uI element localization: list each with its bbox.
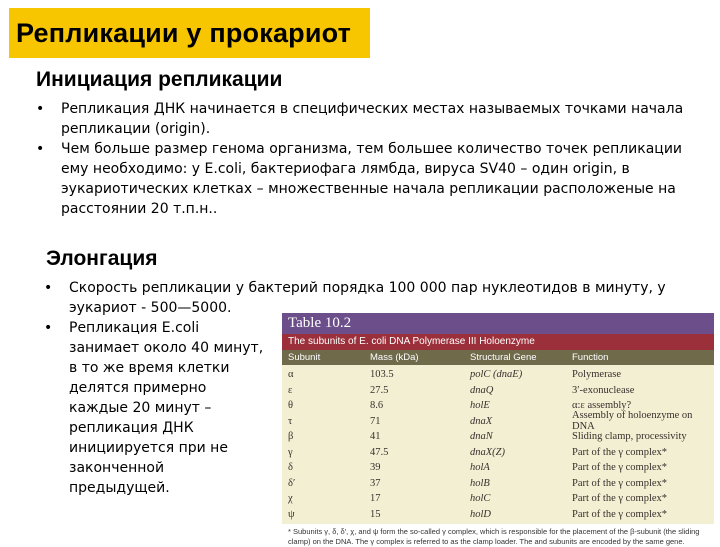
cell-subunit: γ xyxy=(288,446,293,458)
cell-gene: dnaX xyxy=(470,415,493,427)
cell-gene: dnaN xyxy=(470,431,493,443)
cell-subunit: δ xyxy=(288,462,293,474)
cell-mass: 41 xyxy=(370,431,381,443)
cell-mass: 15 xyxy=(370,508,381,520)
col-header-subunit: Subunit xyxy=(288,352,321,363)
cell-gene: dnaQ xyxy=(470,384,494,396)
cell-gene: holE xyxy=(470,400,490,412)
table-row xyxy=(282,367,714,383)
initiation-heading: Инициация репликации xyxy=(36,68,283,91)
table-number: Table 10.2 xyxy=(288,315,352,331)
table-row xyxy=(282,383,714,399)
table-row xyxy=(282,476,714,492)
table-row xyxy=(282,460,714,476)
list-item: • Скорость репликации у бактерий порядка 100 000 пар нуклеотидов в минуту, у эукариот - 500—5000. xyxy=(40,278,710,318)
title-banner xyxy=(9,8,370,58)
cell-subunit: χ xyxy=(288,493,293,505)
cell-mass: 17 xyxy=(370,493,381,505)
cell-gene: dnaX(Z) xyxy=(470,446,505,458)
table-row xyxy=(282,491,714,507)
table-caption: The subunits of E. coli DNA Polymerase III Holoenzyme xyxy=(288,336,535,347)
cell-mass: 39 xyxy=(370,462,381,474)
cell-function: Sliding clamp, processivity xyxy=(572,431,687,443)
cell-subunit: β xyxy=(288,431,294,443)
elongation-heading: Элонгация xyxy=(46,247,158,270)
cell-function: Part of the γ complex* xyxy=(572,493,668,505)
cell-subunit: τ xyxy=(288,415,293,427)
cell-mass: 27.5 xyxy=(370,384,389,396)
table-caption-bar xyxy=(282,334,714,350)
cell-function: Part of the γ complex* xyxy=(572,477,668,489)
cell-gene: polC (dnaE) xyxy=(470,369,523,381)
cell-gene: holD xyxy=(470,508,491,520)
col-header-gene: Structural Gene xyxy=(470,352,537,363)
cell-function: Part of the γ complex* xyxy=(572,508,668,520)
cell-mass: 37 xyxy=(370,477,381,489)
cell-subunit: θ xyxy=(288,400,294,412)
cell-mass: 8.6 xyxy=(370,400,384,412)
col-header-function: Function xyxy=(572,352,609,363)
cell-function: Part of the γ complex* xyxy=(572,446,668,458)
cell-function: α:ε assembly? xyxy=(572,400,632,412)
cell-subunit: δ′ xyxy=(288,477,296,489)
table-body xyxy=(282,365,714,524)
table-row xyxy=(282,445,714,461)
cell-subunit: ψ xyxy=(288,508,295,520)
table-row xyxy=(282,410,714,433)
list-item: • Репликация ДНК начинается в специфических местах называемых точками начала репликации (origin). xyxy=(32,99,702,139)
cell-mass: 47.5 xyxy=(370,446,389,458)
page-title: Репликации у прокариот xyxy=(16,17,352,48)
table-column-headers xyxy=(282,350,714,365)
list-item: • Репликация E.coli занимает около 40 минут, в то же время клетки делятся примерно каждые 20 минут – репликация ДНК инициируется при не законченной предыдущей. xyxy=(40,318,267,498)
cell-function: Part of the γ complex* xyxy=(572,462,668,474)
list-item: • Чем больше размер генома организма, тем большее количество точек репликации ему необходимо: у E.coli, бактериофага лямбда, вируса SV40 – один origin, в эукариотических клетках – множественные начала репликации расположеные на расстоянии 20 т.п.н.. xyxy=(32,139,702,219)
cell-mass: 103.5 xyxy=(370,369,394,381)
cell-function: Assembly of holoenzyme on DNA xyxy=(572,410,693,433)
cell-gene: holC xyxy=(470,493,491,505)
table-row xyxy=(282,429,714,445)
cell-mass: 71 xyxy=(370,415,381,427)
polymerase-table xyxy=(282,313,714,547)
col-header-mass: Mass (kDa) xyxy=(370,352,419,363)
initiation-list xyxy=(32,99,702,219)
cell-subunit: α xyxy=(288,369,294,381)
cell-subunit: ε xyxy=(288,384,293,396)
cell-function: 3′-exonuclease xyxy=(572,384,635,396)
cell-function: Polymerase xyxy=(572,369,621,381)
cell-gene: holA xyxy=(470,462,490,474)
table-row xyxy=(282,507,714,523)
table-footnote: * Subunits γ, δ, δ′, χ, and ψ form the so-called γ complex, which is responsible for the placement of the β-subunit (the sliding clamp) on the DNA. The γ complex is referred to as the clamp loader. The and subunits are encoded by the same gene. xyxy=(288,527,700,546)
cell-gene: holB xyxy=(470,477,490,489)
table-number-bar xyxy=(282,313,714,334)
